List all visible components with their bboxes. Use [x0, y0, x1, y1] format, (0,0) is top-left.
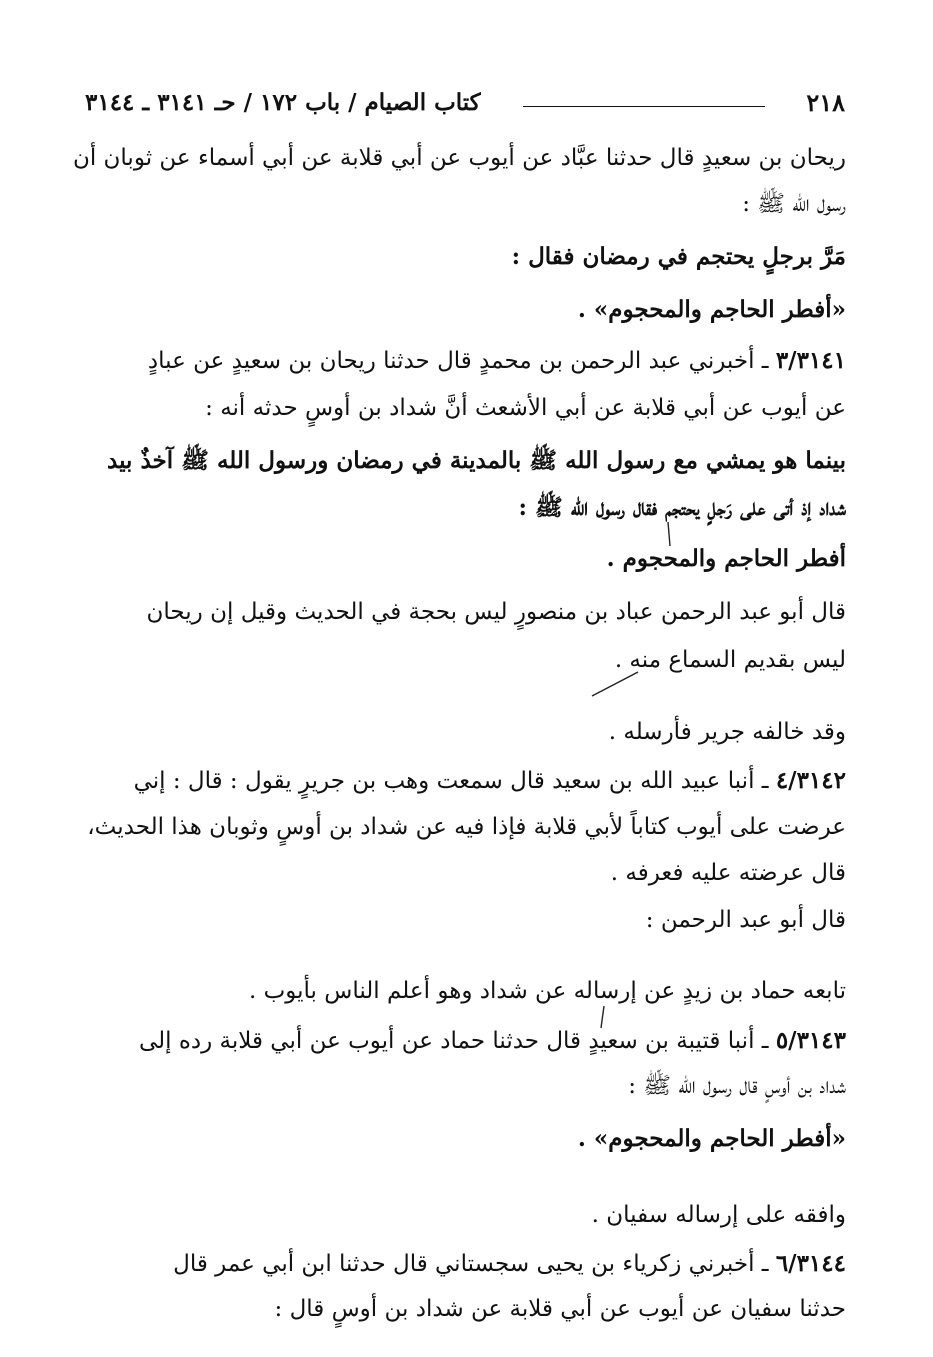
text-line: قال عرضته عليه فعرفه .	[610, 860, 846, 886]
text-line: رسول الله ﷺ :	[742, 191, 846, 217]
hadith-text-line: بينما هو يمشي مع رسول الله ﷺ بالمدينة في رمضان ورسول الله ﷺ آخذٌ بيد	[107, 447, 846, 474]
hadith-text-line: أفطر الحاجم والمحجوم .	[606, 545, 846, 572]
pen-mark	[592, 1004, 612, 1034]
text-line: شداد بن أوسٍ قال رسول الله ﷺ :	[628, 1073, 846, 1099]
text-line: عن أيوب عن أبي قلابة عن أبي الأشعث أنَّ شداد بن أوسٍ حدثه أنه :	[205, 395, 846, 421]
pen-mark	[590, 666, 650, 706]
text-line: تابعه حماد بن زيدٍ عن إرساله عن شداد وهو أعلم الناس بأيوب .	[248, 978, 846, 1004]
hadith-entry-line: ٥/٣١٤٣ ـ أنبا قتيبة بن سعيدٍ قال حدثنا حماد عن أيوب عن أبي قلابة رده إلى	[138, 1027, 846, 1054]
hadith-entry-line: ٣/٣١٤١ ـ أخبرني عبد الرحمن بن محمدٍ قال حدثنا ريحان بن سعيدٍ عن عبادٍ	[147, 347, 846, 374]
hadith-number: ٥/٣١٤٣	[775, 1027, 846, 1054]
text-line: حدثنا سفيان عن أيوب عن أبي قلابة عن شداد بن أوسٍ قال :	[274, 1296, 846, 1322]
hadith-number: ٣/٣١٤١	[775, 347, 846, 374]
text-line: قال أبو عبد الرحمن :	[645, 907, 846, 933]
text-line: عرضت على أيوب كتاباً لأبي قلابة فإذا فيه عن شداد بن أوسٍ وثوبان هذا الحديث،	[87, 814, 846, 840]
page-header	[85, 86, 845, 120]
pen-mark	[650, 520, 680, 550]
text-line: قال أبو عبد الرحمن عباد بن منصورٍ ليس بحجة في الحديث وقيل إن ريحان	[146, 599, 846, 625]
hadith-entry-line: ٤/٣١٤٢ ـ أنبا عبيد الله بن سعيد قال سمعت وهب بن جريرٍ يقول : قال : إني	[133, 767, 846, 794]
hadith-entry-line: ٦/٣١٤٤ ـ أخبرني زكرياء بن يحيى سجستاني قال حدثنا ابن أبي عمر قال	[173, 1250, 846, 1277]
text-line: وافقه على إرساله سفيان .	[591, 1202, 846, 1228]
hadith-text-line: شداد إذ أتى على رَجلٍ يحتجم فقال رسول الله ﷺ :	[518, 494, 846, 521]
text-line: وقد خالفه جرير فأرسله .	[608, 719, 846, 745]
page-number: ٢١٨	[806, 88, 845, 117]
hadith-number: ٦/٣١٤٤	[775, 1250, 846, 1277]
hadith-number: ٤/٣١٤٢	[775, 767, 846, 794]
header-rule	[523, 106, 765, 107]
text-line: ليس بقديم السماع منه .	[614, 647, 846, 673]
text-line: ريحان بن سعيدٍ قال حدثنا عبَّاد عن أيوب عن أبي قلابة عن أبي أسماء عن ثوبان أن	[72, 145, 846, 171]
running-title: كتاب الصيام / باب ١٧٢ / حـ ٣١٤١ ـ ٣١٤٤	[85, 89, 481, 116]
hadith-text-line: مَرَّ برجلٍ يحتجم في رمضان فقال :	[511, 243, 846, 270]
hadith-text-line: «أفطر الحاجم والمحجوم» .	[577, 1125, 846, 1152]
hadith-text-line: «أفطر الحاجم والمحجوم» .	[577, 296, 846, 323]
